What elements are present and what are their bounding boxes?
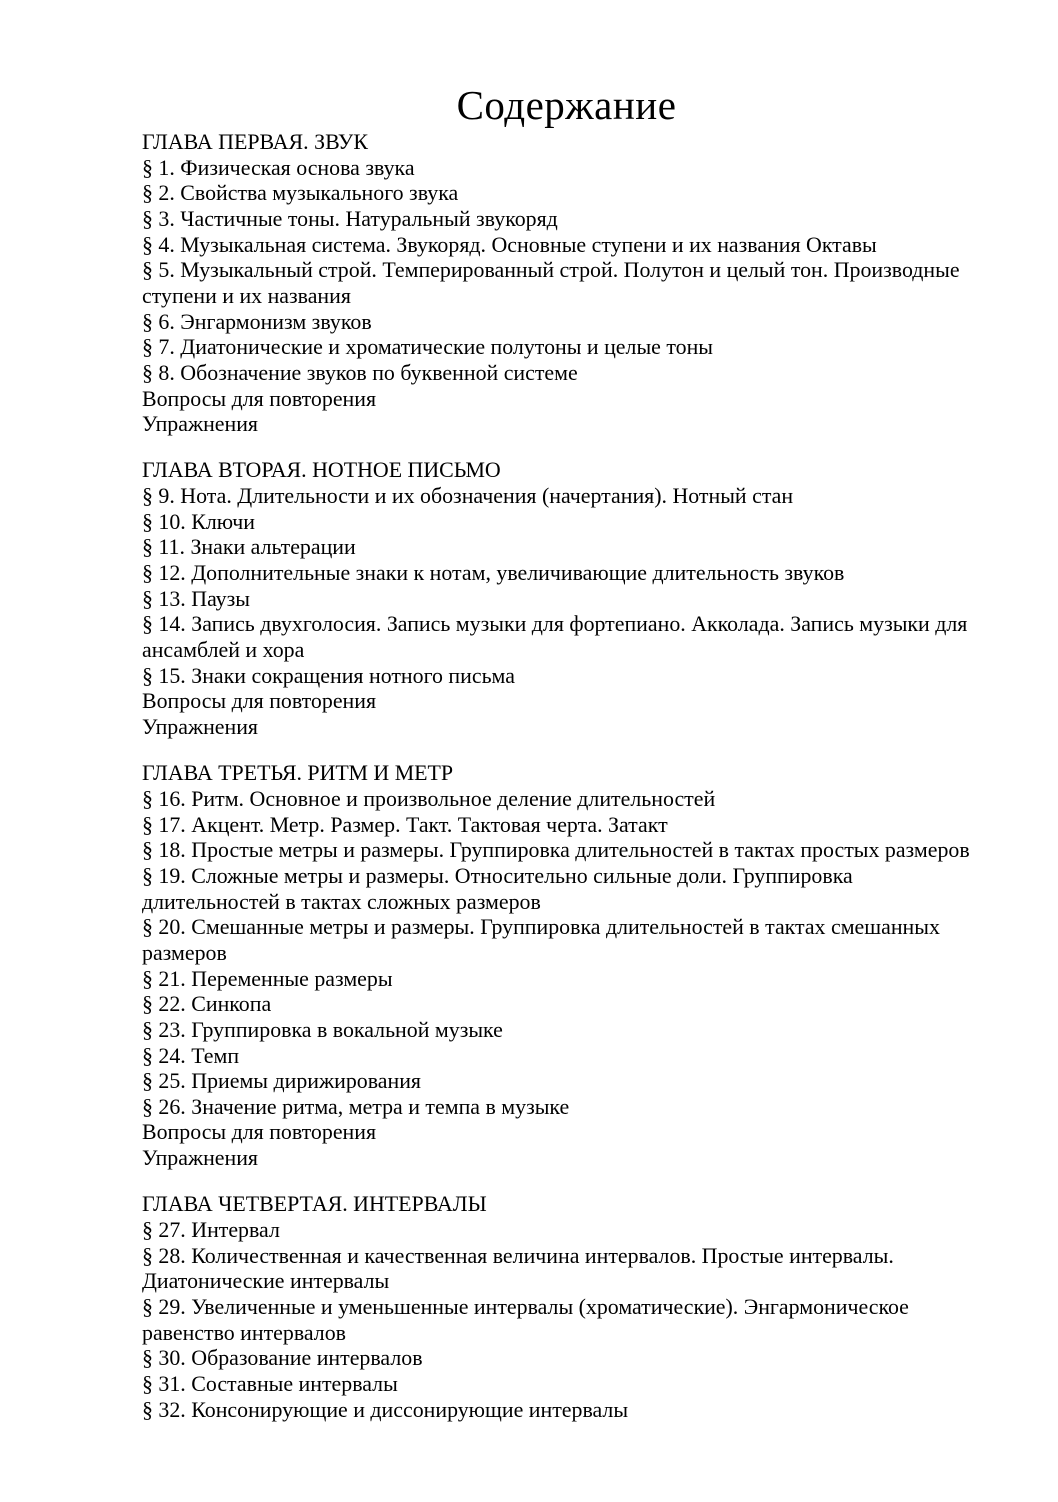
toc-item: § 7. Диатонические и хроматические полутоны и целые тоны (142, 334, 713, 360)
toc-item: § 8. Обозначение звуков по буквенной системе (142, 359, 578, 385)
page-title: Содержание (456, 82, 677, 128)
chapter-heading: ГЛАВА ПЕРВАЯ. ЗВУК (142, 129, 368, 154)
toc-item: Вопросы для повторения (142, 385, 377, 411)
toc-item: § 27. Интервал (142, 1217, 280, 1243)
toc-item: § 28. Количественная и качественная величина интервалов. Простые интервалы. Диатонические интервалы (142, 1242, 894, 1294)
toc-item: § 22. Синкопа (142, 991, 272, 1017)
toc-item: § 32. Консонирующие и диссонирующие интервалы (142, 1396, 629, 1422)
chapter-section (142, 457, 991, 739)
toc-item: Вопросы для повторения (142, 688, 377, 714)
toc-item: Вопросы для повторения (142, 1119, 377, 1145)
toc-item: § 4. Музыкальная система. Звукоряд. Основные ступени и их названия Октавы (142, 231, 877, 257)
toc-item: § 9. Нота. Длительности и их обозначения (начертания). Нотный стан (142, 483, 794, 509)
toc-item: § 13. Паузы (142, 585, 250, 611)
toc-item: § 19. Сложные метры и размеры. Относительно сильные доли. Группировка длительностей в тактах сложных размеров (142, 862, 853, 914)
toc-item: § 6. Энгармонизм звуков (142, 308, 372, 334)
chapter-section (142, 760, 991, 1171)
toc-item: § 17. Акцент. Метр. Размер. Такт. Тактовая черта. Затакт (142, 811, 668, 837)
chapter-heading: ГЛАВА ЧЕТВЕРТАЯ. ИНТЕРВАЛЫ (142, 1191, 487, 1217)
chapter-section (142, 129, 991, 437)
toc-item: § 14. Запись двухголосия. Запись музыки для фортепиано. Акколада. Запись музыки для ансамблей и хора (142, 611, 968, 663)
toc-item: § 5. Музыкальный строй. Темперированный строй. Полутон и целый тон. Производные ступени и их названия (142, 257, 960, 308)
toc-item: § 29. Увеличенные и уменьшенные интервалы (хроматические). Энгармоническое равенство интервалов (142, 1294, 909, 1345)
toc-item: § 15. Знаки сокращения нотного письма (142, 662, 515, 688)
toc-item: § 25. Приемы дирижирования (142, 1068, 421, 1094)
chapter-section (142, 1191, 991, 1422)
toc-item: Упражнения (142, 411, 259, 437)
toc-item: § 2. Свойства музыкального звука (142, 180, 459, 206)
chapter-heading: ГЛАВА ТРЕТЬЯ. РИТМ И МЕТР (142, 760, 454, 786)
toc-item: § 30. Образование интервалов (142, 1345, 423, 1371)
toc-item: § 16. Ритм. Основное и произвольное деление длительностей (142, 785, 716, 811)
toc-item: § 1. Физическая основа звука (142, 154, 415, 180)
table-of-contents (142, 129, 991, 1422)
toc-item: § 18. Простые метры и размеры. Группировка длительностей в тактах простых размеров (142, 837, 970, 863)
toc-item: § 11. Знаки альтерации (142, 534, 356, 560)
toc-item: Упражнения (142, 1145, 259, 1171)
chapter-heading: ГЛАВА ВТОРАЯ. НОТНОЕ ПИСЬМО (142, 457, 501, 483)
toc-item: Упражнения (142, 714, 259, 740)
toc-item: § 20. Смешанные метры и размеры. Группировка длительностей в тактах смешанных размеров (142, 914, 940, 965)
toc-item: § 21. Переменные размеры (142, 965, 393, 991)
toc-item: § 12. Дополнительные знаки к нотам, увеличивающие длительность звуков (142, 560, 845, 586)
toc-item: § 24. Темп (142, 1042, 240, 1068)
toc-item: § 23. Группировка в вокальной музыке (142, 1016, 503, 1042)
toc-item: § 10. Ключи (142, 508, 256, 534)
toc-item: § 26. Значение ритма, метра и темпа в музыке (142, 1093, 570, 1119)
toc-item: § 3. Частичные тоны. Натуральный звукоряд (142, 205, 558, 231)
toc-item: § 31. Составные интервалы (142, 1370, 398, 1396)
